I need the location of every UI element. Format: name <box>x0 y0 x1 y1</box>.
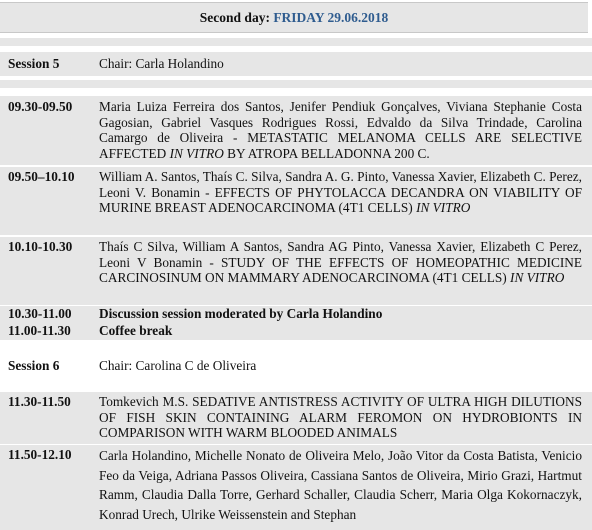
talk-text: Maria Luiza Ferreira dos Santos, Jenifer Pendiuk Gonçalves, Viviana Stephanie Costa Gagosian, Gabriel Vasques Rodrigues Rossi, Edvaldo da Silva Trindade, Carolina Camargo de Oliveira - METASTATIC MELANOMA CELLS ARE SELECTIVE AFFECTED <box>99 99 582 161</box>
talk-time: 11.00-11.30 <box>8 323 71 338</box>
discussion-text: Discussion session moderated by Carla Holandino <box>99 306 383 321</box>
talk-italic: IN VITRO <box>416 200 471 216</box>
talk-time: 10.30-11.00 <box>8 306 72 321</box>
day-label: Second day: <box>199 10 270 25</box>
talk-entry <box>99 169 582 216</box>
session-label: Session 6 <box>8 358 60 373</box>
talk-text: Carla Holandino, Michelle Nonato de Oliveira Melo, João Vitor da Costa Batista, Venicio Feo da Veiga, Adriana Passos Oliveira, Cassiana Santos de Oliveira, Mirio Grazi, Hartmut Ramm, Claudia Dalla Torre, Gerhard Schaller, Claudia Scherr, Maria Olga Kokornaczyk, Konrad Urech, Ulrike Weissenstein and Stephan <box>99 448 582 522</box>
talk-entry <box>99 99 582 161</box>
session-chair: Chair: Carla Holandino <box>99 56 224 71</box>
session-chair: Chair: Carolina C de Oliveira <box>99 358 257 373</box>
talk-row <box>0 237 592 305</box>
talk-text-tail: BY ATROPA BELLADONNA 200 C. <box>223 145 430 161</box>
talk-time: 09.50–10.10 <box>8 169 75 184</box>
talk-time: 09.30-09.50 <box>8 99 73 114</box>
talk-entry <box>99 239 582 286</box>
discussion-row <box>0 306 592 323</box>
day-header <box>0 2 588 33</box>
session-row <box>0 52 592 76</box>
spacer-band <box>0 38 592 46</box>
talk-row <box>0 445 592 530</box>
session-row <box>0 356 592 376</box>
coffee-row <box>0 323 592 340</box>
session-label: Session 5 <box>8 56 60 71</box>
talk-text: William A. Santos, Thaís C. Silva, Sandra A. G. Pinto, Vanessa Xavier, Elizabeth C. Perez, Leoni V. Bonamin - EFFECTS OF PHYTOLACCA DECANDRA ON VIABILITY OF MURINE BREAST ADENOCARCINOMA (4T1 CELLS) <box>99 169 582 216</box>
talk-time: 10.10-10.30 <box>8 239 73 254</box>
spacer-band <box>0 80 592 88</box>
talk-row <box>0 96 592 165</box>
talk-time: 11.50-12.10 <box>8 447 72 462</box>
talk-time: 11.30-11.50 <box>8 394 71 409</box>
talk-italic: IN VITRO <box>510 270 565 286</box>
talk-row <box>0 167 592 235</box>
coffee-text: Coffee break <box>99 323 173 338</box>
day-date: FRIDAY 29.06.2018 <box>273 10 389 25</box>
talk-text: Tomkevich M.S. SEDATIVE ANTISTRESS ACTIVITY OF ULTRA HIGH DILUTIONS OF FISH SKIN CONTAINING ALARM FEROMON ON HYDROBIONTS IN COMPARISON WITH WARM BLOODED ANIMALS <box>99 394 582 441</box>
talk-italic: IN VITRO <box>169 145 224 161</box>
talk-text: Thaís C Silva, William A Santos, Sandra AG Pinto, Vanessa Xavier, Elizabeth C Perez, Leoni V Bonamin - STUDY OF THE EFFECTS OF HOMEOPATHIC MEDICINE CARCINOSINUM ON MAMMARY ADENOCARCINOMA (4T1 CELLS) <box>99 239 582 286</box>
talk-row <box>0 392 592 444</box>
